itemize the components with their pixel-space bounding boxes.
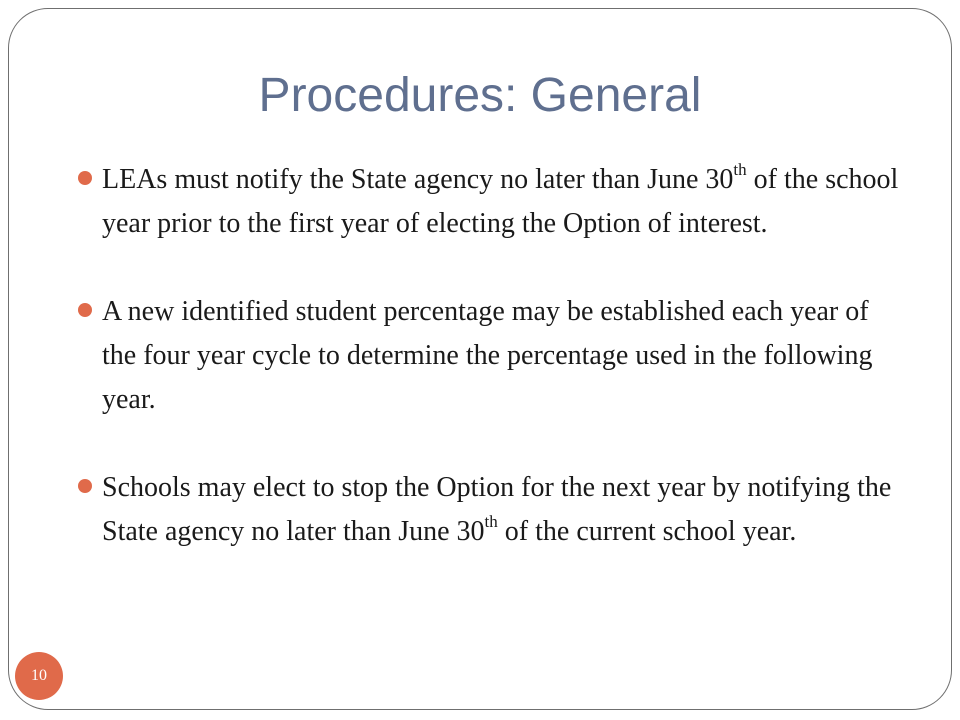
bullet-text-main: A new identified student percentage may be established each year of the four year cycle to determine the percentage used in the following year. bbox=[102, 296, 873, 415]
bullet-text-main: LEAs must notify the State agency no later than June 30 bbox=[102, 164, 734, 195]
bullet-item bbox=[78, 290, 908, 422]
bullet-item bbox=[78, 158, 908, 246]
bullet-item bbox=[78, 466, 908, 554]
bullet-text-rest: of the current school year. bbox=[497, 516, 797, 547]
bullet-dot-icon bbox=[78, 303, 92, 317]
page-number-badge: 10 bbox=[15, 652, 63, 700]
ordinal-suffix: th bbox=[484, 511, 498, 531]
bullet-dot-icon bbox=[78, 171, 92, 185]
ordinal-suffix: th bbox=[733, 159, 747, 179]
slide-title: Procedures: General bbox=[258, 69, 702, 122]
bullet-list bbox=[78, 158, 908, 554]
bullet-text-main: Schools may elect to stop the Option for the next year by notifying the State agency no later than June 30 bbox=[102, 472, 892, 547]
bullet-text bbox=[102, 159, 899, 239]
bullet-text bbox=[102, 296, 872, 415]
bullet-text-rest: of the school year prior to the first year of electing the Option of interest. bbox=[102, 164, 899, 239]
bullet-text bbox=[102, 472, 891, 547]
bullet-dot-icon bbox=[78, 479, 92, 493]
